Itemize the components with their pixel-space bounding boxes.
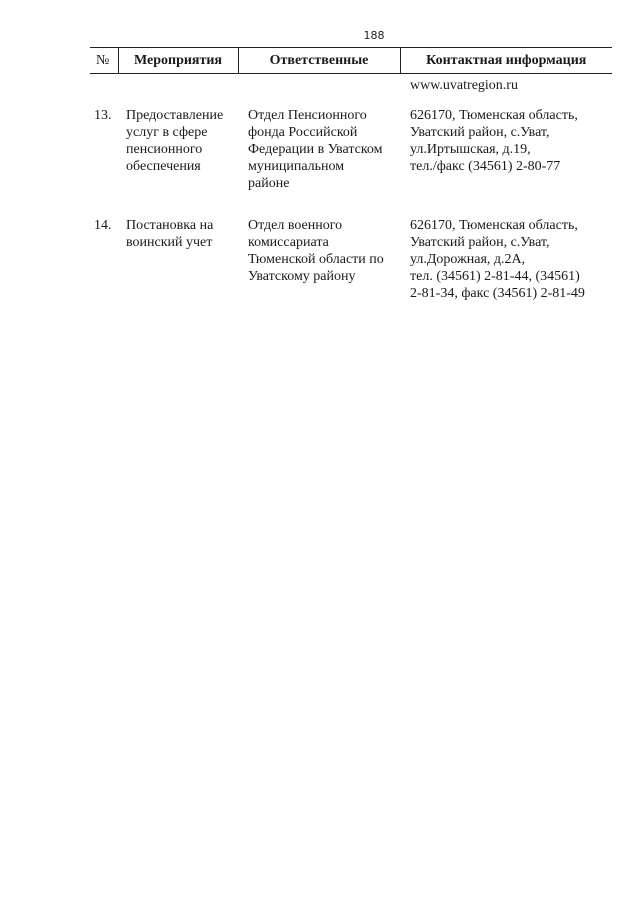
cell-contact bbox=[400, 107, 612, 217]
cell-num: 14. bbox=[94, 218, 112, 233]
table-row bbox=[90, 107, 612, 217]
header-contact: Контактная информация bbox=[400, 48, 612, 74]
text-line: Уватский район, с.Уват, bbox=[410, 125, 550, 140]
text-line: Постановка на bbox=[126, 218, 214, 233]
text-line: услуг в сфере bbox=[126, 125, 208, 140]
cell-event bbox=[118, 74, 238, 108]
text-line: Уватский район, с.Уват, bbox=[410, 235, 550, 250]
text-line: Уватскому району bbox=[248, 269, 356, 284]
text-line: обеспечения bbox=[126, 159, 201, 174]
table-row-carry-over bbox=[90, 74, 612, 108]
text-line: Отдел Пенсионного bbox=[248, 108, 367, 123]
text-line: ул.Дорожная, д.2А, bbox=[410, 252, 526, 267]
cell-num: 13. bbox=[94, 108, 112, 123]
text-line: 2-81-34, факс (34561) 2-81-49 bbox=[410, 286, 585, 301]
header-event: Мероприятия bbox=[118, 48, 238, 74]
text-line: воинский учет bbox=[126, 235, 213, 250]
cell-contact bbox=[400, 217, 612, 317]
text-line: Федерации в Уватском bbox=[248, 142, 383, 157]
text-line: тел. (34561) 2-81-44, (34561) bbox=[410, 269, 580, 284]
header-responsible: Ответственные bbox=[238, 48, 400, 74]
text-line: Тюменской области по bbox=[248, 252, 384, 267]
cell-event bbox=[118, 107, 238, 217]
cell-responsible bbox=[238, 74, 400, 108]
table-header bbox=[90, 48, 612, 74]
text-line: районе bbox=[248, 176, 290, 191]
text-line: Предоставление bbox=[126, 108, 224, 123]
events-table bbox=[90, 47, 612, 317]
cell-num bbox=[90, 74, 118, 108]
cell-responsible bbox=[238, 217, 400, 317]
text-line: 626170, Тюменская область, bbox=[410, 108, 578, 123]
text-line: тел./факс (34561) 2-80-77 bbox=[410, 159, 561, 174]
text-line: муниципальном bbox=[248, 159, 345, 174]
header-num: № bbox=[90, 48, 118, 74]
text-line: фонда Российской bbox=[248, 125, 358, 140]
cell-responsible bbox=[238, 107, 400, 217]
text-line: Отдел военного bbox=[248, 218, 343, 233]
table-row bbox=[90, 217, 612, 317]
text-line: ул.Иртышская, д.19, bbox=[410, 142, 531, 157]
page-number: 188 bbox=[363, 29, 385, 42]
text-line: пенсионного bbox=[126, 142, 203, 157]
cell-event bbox=[118, 217, 238, 317]
text-line: комиссариата bbox=[248, 235, 329, 250]
text-line: 626170, Тюменская область, bbox=[410, 218, 578, 233]
cell-contact-website: www.uvatregion.ru bbox=[410, 78, 518, 93]
